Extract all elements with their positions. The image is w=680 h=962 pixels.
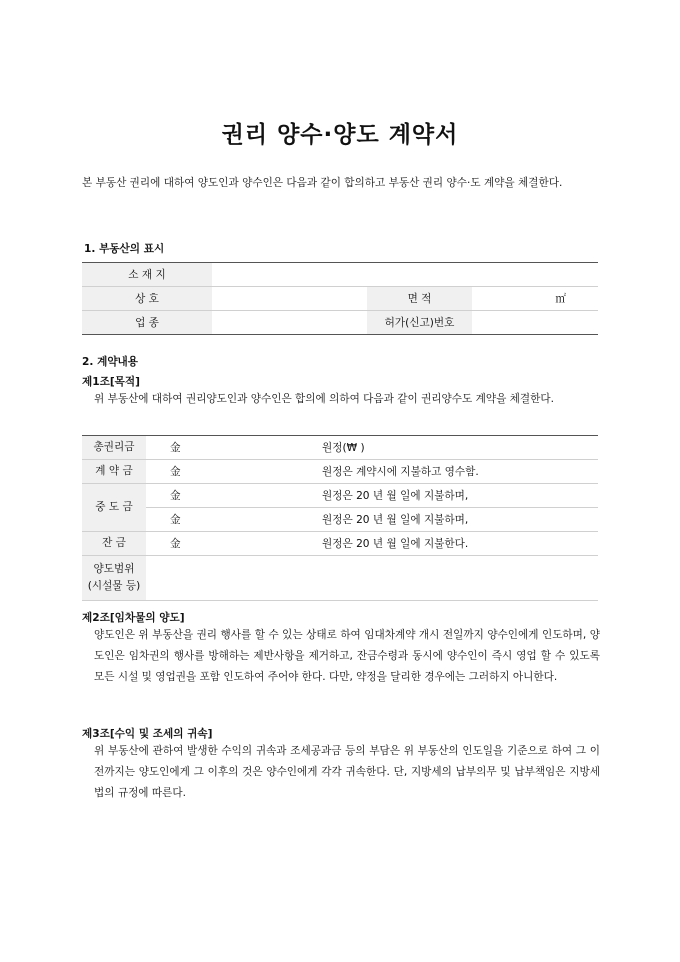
middle-label: 중 도 금 (82, 484, 146, 532)
property-table (82, 262, 598, 335)
permit-value[interactable] (472, 311, 598, 335)
permit-label: 허가(신고)번호 (367, 311, 472, 335)
area-unit[interactable]: ㎡ (472, 287, 598, 311)
total-label: 총권리금 (82, 436, 146, 460)
scope-value[interactable] (146, 556, 598, 601)
location-row (82, 263, 598, 287)
trade-label: 상 호 (82, 287, 212, 311)
document-title: 권리 양수·양도 계약서 (221, 122, 459, 148)
article1-title: 제1조[목적] (82, 376, 140, 388)
total-row (82, 436, 598, 460)
article2-title: 제2조[임차물의 양도] (82, 612, 185, 624)
middle-text-2: 원정은 20 년 월 일에 지불하며, (316, 508, 598, 532)
middle-row-2 (82, 508, 598, 532)
business-value[interactable] (212, 311, 367, 335)
balance-row (82, 532, 598, 556)
location-label: 소 재 지 (82, 263, 212, 287)
article1-text: 위 부동산에 대하여 권리양도인과 양수인은 합의에 의하여 다음과 같이 권리양수도 계약을 체결한다. (94, 393, 554, 405)
article2-text: 양도인은 위 부동산을 권리 행사를 할 수 있는 상태로 하여 임대차계약 개시 전일까지 양수인에게 인도하며, 양도인은 임차권의 행사를 방해하는 제반사항을 제거하고, 잔금수령과 동시에 양수인이 즉시 영업 할 수 있도록 모든 시설 및 영업권을 포함 인도하여 주어야 한다. 다만, 약정을 달리한 경우에는 그러하지 아니한다. (94, 629, 600, 683)
middle-gold-1[interactable]: 金 (146, 484, 316, 508)
deposit-text: 원정은 계약시에 지불하고 영수함. (316, 460, 598, 484)
article3-title: 제3조[수익 및 조세의 귀속] (82, 728, 213, 740)
intro-paragraph: 본 부동산 권리에 대하여 양도인과 양수인은 다음과 같이 합의하고 부동산 권리 양수·도 계약을 체결한다. (82, 177, 563, 189)
scope-row (82, 556, 598, 601)
payment-table (82, 435, 598, 601)
area-label: 면 적 (367, 287, 472, 311)
deposit-gold[interactable]: 金 (146, 460, 316, 484)
article3-text: 위 부동산에 관하여 발생한 수익의 귀속과 조세공과금 등의 부담은 위 부동산의 인도일을 기준으로 하여 그 이전까지는 양도인에게 그 이후의 것은 양수인에게 각각 귀속한다. 단, 지방세의 납부의무 및 납부책임은 지방세법의 규정에 따른다. (94, 745, 600, 799)
balance-gold[interactable]: 金 (146, 532, 316, 556)
total-text: 원정(₩ ) (316, 436, 598, 460)
deposit-row (82, 460, 598, 484)
total-gold[interactable]: 金 (146, 436, 316, 460)
trade-value[interactable] (212, 287, 367, 311)
balance-label: 잔 금 (82, 532, 146, 556)
middle-text-1: 원정은 20 년 월 일에 지불하며, (316, 484, 598, 508)
scope-label: 양도범위 (시설물 등) (82, 556, 146, 601)
middle-row-1 (82, 484, 598, 508)
location-value[interactable] (212, 263, 598, 287)
business-label: 업 종 (82, 311, 212, 335)
deposit-label: 계 약 금 (82, 460, 146, 484)
section2-heading: 2. 계약내용 (82, 356, 139, 368)
business-row (82, 311, 598, 335)
middle-gold-2[interactable]: 金 (146, 508, 316, 532)
balance-text: 원정은 20 년 월 일에 지불한다. (316, 532, 598, 556)
trade-row (82, 287, 598, 311)
section1-heading: 1. 부동산의 표시 (84, 243, 165, 255)
